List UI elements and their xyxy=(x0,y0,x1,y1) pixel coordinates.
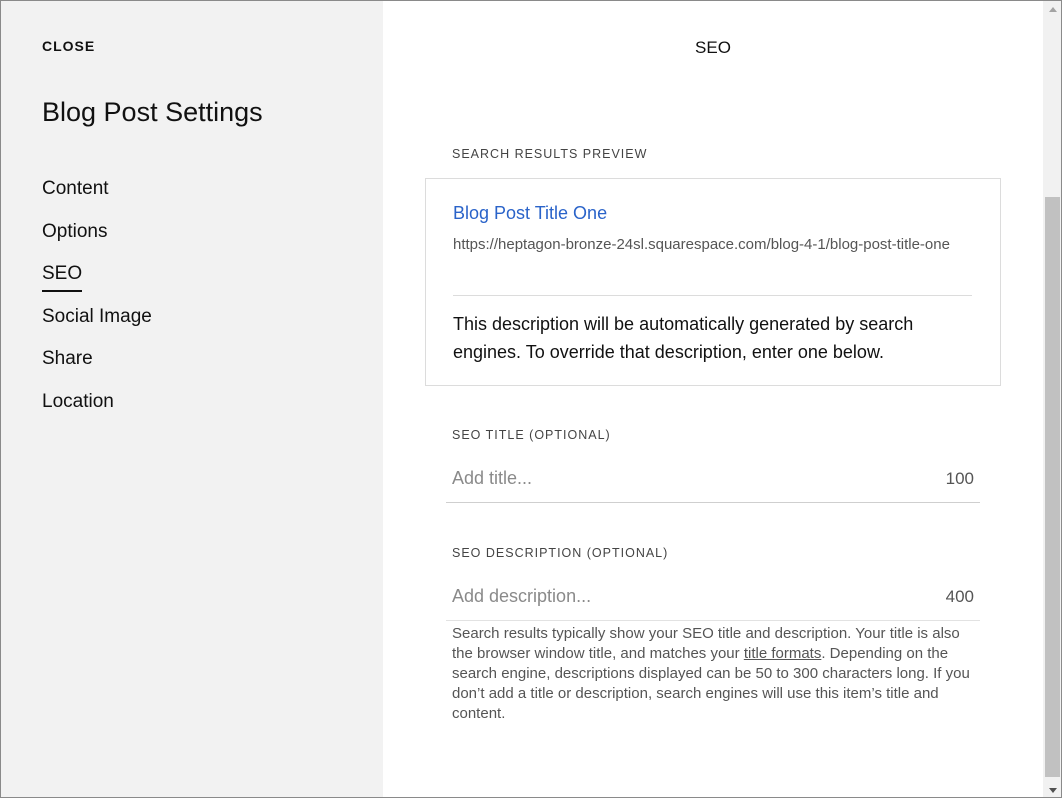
settings-nav xyxy=(42,177,152,432)
seo-description-field xyxy=(446,573,980,621)
nav-item-label: Content xyxy=(42,178,109,199)
sidebar xyxy=(1,1,383,798)
nav-item-content[interactable] xyxy=(42,177,152,220)
nav-item-share[interactable] xyxy=(42,347,152,390)
scroll-down-arrow-icon[interactable] xyxy=(1043,782,1062,798)
scroll-up-arrow-icon[interactable] xyxy=(1043,1,1062,18)
page-title: SEO xyxy=(695,38,731,57)
nav-item-options[interactable] xyxy=(42,220,152,263)
seo-title-label: SEO TITLE (OPTIONAL) xyxy=(452,428,611,442)
title-formats-link[interactable]: title formats xyxy=(743,645,822,662)
seo-description-char-counter: 400 xyxy=(945,587,974,606)
help-text-end: . Depending on the search engine, descriptions displayed can be 50 to 300 characters long. If you don’t add a title or description, search engines will use this item’s title and content. xyxy=(452,645,970,722)
scrollbar-thumb[interactable] xyxy=(1045,197,1060,777)
seo-title-input[interactable] xyxy=(452,455,922,502)
nav-item-label: Location xyxy=(42,390,114,412)
seo-description-label: SEO DESCRIPTION (OPTIONAL) xyxy=(452,546,669,560)
seo-title-field xyxy=(446,455,980,503)
seo-title-char-counter: 100 xyxy=(945,469,974,488)
preview-url: https://heptagon-bronze-24sl.squarespace.com/blog-4-1/blog-post-title-one xyxy=(453,236,950,253)
search-results-preview xyxy=(425,178,1001,386)
sidebar-title: Blog Post Settings xyxy=(42,97,263,127)
seo-description-input[interactable] xyxy=(452,573,922,620)
preview-title-link[interactable]: Blog Post Title One xyxy=(453,203,608,223)
preview-description: This description will be automatically generated by search engines. To override that description, enter one below. xyxy=(453,314,914,362)
seo-panel xyxy=(383,1,1043,798)
nav-item-social-image[interactable] xyxy=(42,305,152,348)
nav-item-seo[interactable] xyxy=(42,262,152,305)
close-button[interactable]: CLOSE xyxy=(42,38,96,54)
help-text-start: Search results typically show your SEO title and description. Your title is also the browser window title, and matches your xyxy=(452,625,960,662)
nav-item-label: Social Image xyxy=(42,305,152,327)
nav-item-label: Share xyxy=(42,348,93,369)
preview-divider xyxy=(453,295,972,296)
search-preview-label: SEARCH RESULTS PREVIEW xyxy=(452,147,648,161)
nav-item-location[interactable] xyxy=(42,390,152,433)
nav-item-label: SEO xyxy=(42,262,82,292)
vertical-scrollbar[interactable] xyxy=(1043,1,1062,798)
nav-item-label: Options xyxy=(42,220,108,242)
seo-help-text xyxy=(452,624,982,724)
